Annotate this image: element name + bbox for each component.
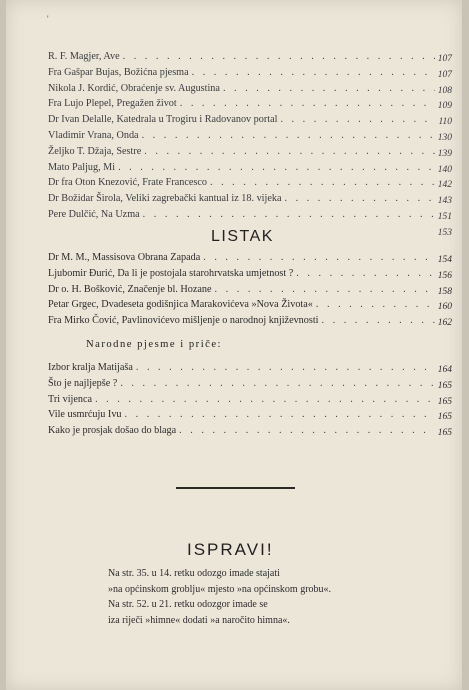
listak-list [48, 250, 452, 329]
toc-entry: Što je najljepše ? . . . 165 [48, 376, 452, 392]
errata-notes [108, 566, 418, 628]
toc-entry: Vile usmrćuju Ivu . . . 165 [48, 407, 452, 423]
toc-entry: Izbor kralja Matijaša . . . 164 [48, 360, 452, 376]
toc-entry: Fra Gašpar Bujas, Božićna pjesma . . . 107 [48, 65, 452, 81]
toc-entry: Dr fra Oton Knezović, Frate Francesco . . . 142 [48, 175, 452, 191]
toc-entry: Dr o. H. Bošković, Značenje bl. Hozane . . . 158 [48, 282, 452, 298]
toc-entry: Mato Paljug, Mi . . . 140 [48, 160, 452, 176]
contents-list [48, 49, 452, 239]
toc-entry: Vladimir Vrana, Onda . . . 130 [48, 128, 452, 144]
toc-entry: Dr Božidar Širola, Veliki zagrebački kantual iz 18. vijeka . . . 143 [48, 191, 452, 207]
errata-line: Na str. 52. u 21. retku odozgor imade se [108, 599, 268, 610]
toc-entry: Ljubomir Đurić, Da li je postojala starohrvatska umjetnost ? . . . 156 [48, 266, 452, 282]
errata-line: iza riječi »himne« dodati »a naročito himna«. [108, 614, 290, 626]
toc-entry: Petar Grgec, Dvadeseta godišnjica Marakovićeva »Nova Života« . . . 160 [48, 297, 452, 313]
toc-entry: Dr Ivan Delalle, Katedrala u Trogiru i Radovanov portal . . . 110 [48, 112, 452, 128]
toc-entry: R. F. Magjer, Ave . . . 107 [48, 49, 452, 65]
narodne-heading: Narodne pjesme i priče: [86, 339, 222, 350]
book-page [6, 0, 462, 690]
toc-entry: Dr M. M., Massisova Obrana Zapada . . . 154 [48, 250, 452, 266]
toc-entry: Tri vijenca . . . 165 [48, 392, 452, 408]
toc-entry: Kako je prosjak došao do blaga . . . 165 [48, 423, 452, 439]
listak-heading: LISTAK [211, 228, 274, 245]
corner-mark: ' [47, 14, 49, 24]
narodne-list [48, 360, 452, 439]
toc-entry: Fra Lujo Plepel, Pregažen život . . . 109 [48, 96, 452, 112]
errata-line: Na str. 35. u 14. retku odozgo imade stajati [108, 568, 280, 579]
toc-entry: Pere Dulčić, Na Uzma . . . 151 [48, 207, 452, 223]
toc-entry: Nikola J. Kordić, Obraćenje sv. Augustina . . . 108 [48, 81, 452, 97]
toc-entry: 153 [437, 227, 452, 238]
toc-entry: Fra Mirko Čović, Pavlinovićevo mišljenje o narodnoj književnosti . . . 162 [48, 313, 452, 329]
divider [176, 487, 295, 489]
errata-line: »na općinskom groblju« mjesto »na općinskom grobu«. [108, 583, 332, 595]
ispravi-heading: ISPRAVI! [187, 540, 274, 559]
toc-entry: Željko T. Džaja, Sestre . . . 139 [48, 144, 452, 160]
